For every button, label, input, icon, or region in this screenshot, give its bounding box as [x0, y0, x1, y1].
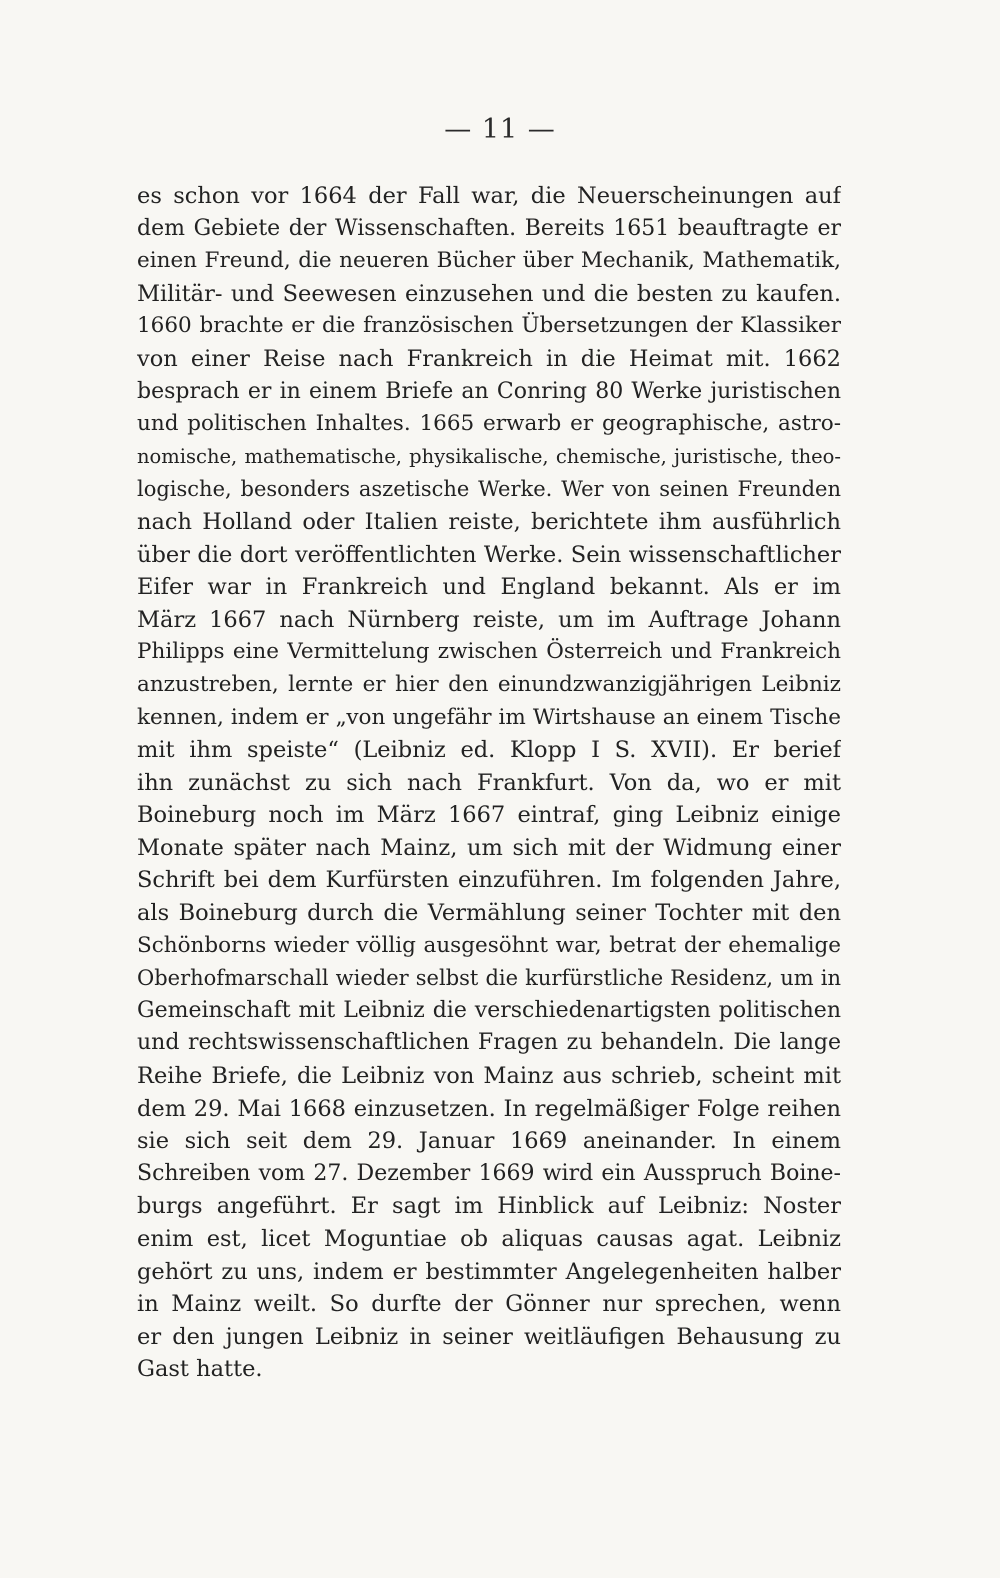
text-line: Boineburg noch im März 1667 eintraf, ging Leibniz einige	[137, 802, 841, 829]
text-line: und politischen Inhaltes. 1665 erwarb er geographische, astro-	[137, 411, 841, 437]
text-line: enim est, licet Moguntiae ob aliquas causas agat. Leibniz	[137, 1226, 841, 1252]
text-line: es schon vor 1664 der Fall war, die Neuerscheinungen auf	[137, 183, 841, 209]
text-line: als Boineburg durch die Vermählung seiner Tochter mit den	[137, 900, 841, 927]
text-line: einen Freund, die neueren Bücher über Mechanik, Mathematik,	[137, 248, 841, 274]
text-line: logische, besonders aszetische Werke. Wer von seinen Freunden	[137, 477, 841, 502]
text-line: Schreiben vom 27. Dezember 1669 wird ein Ausspruch Boine-	[137, 1160, 841, 1186]
text-line: Gemeinschaft mit Leibniz die verschiedenartigsten politischen	[137, 997, 841, 1023]
text-line: burgs angeführt. Er sagt im Hinblick auf Leibniz: Noster	[137, 1193, 841, 1220]
body-text	[137, 180, 841, 1386]
text-line: nomische, mathematische, physikalische, chemische, juristische, theo-	[137, 444, 841, 468]
text-line: nach Holland oder Italien reiste, berichtete ihm ausführlich	[137, 508, 841, 535]
page-number: — 11 —	[444, 114, 556, 145]
text-line: Schönborns wieder völlig ausgesöhnt war, betrat der ehemalige	[137, 932, 841, 958]
text-line: März 1667 nach Nürnberg reiste, um im Auftrage Johann	[137, 606, 841, 633]
text-line: dem 29. Mai 1668 einzusetzen. In regelmäßiger Folge reihen	[137, 1095, 841, 1122]
text-line-last: Gast hatte.	[137, 1356, 263, 1383]
text-line: Philipps eine Vermittelung zwischen Österreich und Frankreich	[137, 639, 841, 665]
text-line: besprach er in einem Briefe an Conring 80 Werke juristischen	[137, 378, 841, 404]
text-line: kennen, indem er „von ungefähr im Wirtshause an einem Tische	[137, 704, 841, 730]
text-line: Militär- und Seewesen einzusehen und die besten zu kaufen.	[137, 280, 841, 307]
text-line: anzustreben, lernte er hier den einundzwanzigjährigen Leibniz	[137, 671, 841, 697]
text-line: und rechtswissenschaftlichen Fragen zu behandeln. Die lange	[137, 1030, 841, 1056]
text-line: er den jungen Leibniz in seiner weitläufigen Behausung zu	[137, 1323, 841, 1350]
text-line: ihn zunächst zu sich nach Frankfurt. Von da, wo er mit	[137, 769, 841, 796]
text-line: Oberhofmarschall wieder selbst die kurfürstliche Residenz, um in	[137, 966, 841, 991]
text-line: dem Gebiete der Wissenschaften. Bereits 1651 beauftragte er	[137, 215, 841, 241]
text-line: gehört zu uns, indem er bestimmter Angelegenheiten halber	[137, 1258, 841, 1285]
text-line: sie sich seit dem 29. Januar 1669 aneinander. In einem	[137, 1128, 841, 1155]
text-line: von einer Reise nach Frankreich in die Heimat mit. 1662	[137, 345, 841, 372]
text-line: über die dort veröffentlichten Werke. Sein wissenschaftlicher	[137, 541, 841, 568]
text-line: 1660 brachte er die französischen Übersetzungen der Klassiker	[137, 313, 841, 339]
text-line: mit ihm speiste“ (Leibniz ed. Klopp I S. XVII). Er berief	[137, 737, 841, 764]
text-line: in Mainz weilt. So durfte der Gönner nur sprechen, wenn	[137, 1291, 841, 1318]
text-line: Reihe Briefe, die Leibniz von Mainz aus schrieb, scheint mit	[137, 1063, 841, 1090]
text-line: Schrift bei dem Kurfürsten einzuführen. Im folgenden Jahre,	[137, 867, 841, 894]
text-line: Monate später nach Mainz, um sich mit der Widmung einer	[137, 834, 841, 861]
text-line: Eifer war in Frankreich und England bekannt. Als er im	[137, 574, 841, 601]
